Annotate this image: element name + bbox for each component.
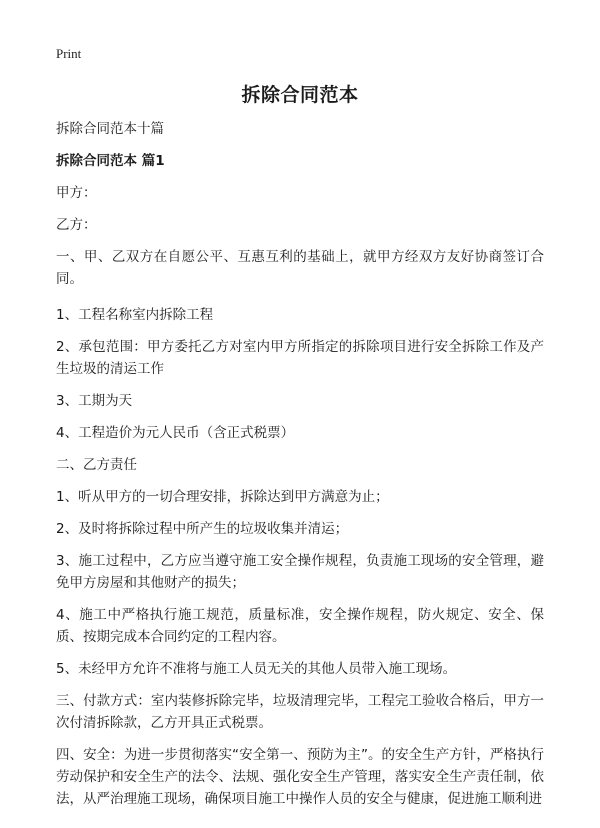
paragraph: 一、甲、乙双方在自愿公平、互惠互利的基础上，就甲方经双方友好协商签订合同。 xyxy=(56,249,544,287)
party-a-line: 甲方： xyxy=(56,185,97,201)
paragraph: 四、安全：为进一步贯彻落实“安全第一、预防为主”。的安全生产方针，严格执行劳动保护和安全生产的法令、法规、强化安全生产管理，落实安全生产责任制，依法，从严治理施工现场，确保项目施工中操作人员的安全与健康，促进施工顺利进 xyxy=(56,747,544,807)
document-body xyxy=(56,118,544,820)
party-b-line: 乙方： xyxy=(56,217,97,233)
section-heading: 拆除合同范本 篇1 xyxy=(56,153,165,169)
paragraph: 4、施工中严格执行施工规范，质量标准，安全操作规程，防火规定、安全、保质、按期完成本合同约定的工程内容。 xyxy=(56,607,544,645)
paragraph: 3、施工过程中，乙方应当遵守施工安全操作规程，负责施工现场的安全管理，避免甲方房屋和其他财产的损失； xyxy=(56,553,544,591)
paragraph: 4、工程造价为元人民币（含正式税票） xyxy=(56,425,295,441)
paragraph: 1、听从甲方的一切合理安排，拆除达到甲方满意为止； xyxy=(56,489,389,505)
paragraph: 二、乙方责任 xyxy=(56,457,137,473)
page-title: 拆除合同范本 xyxy=(241,84,359,106)
paragraph: 三、付款方式：室内装修拆除完毕，垃圾清理完毕，工程完工验收合格后，甲方一次付清拆除款，乙方开具正式税票。 xyxy=(56,693,544,731)
document-subtitle: 拆除合同范本十篇 xyxy=(56,121,164,137)
paragraph: 3、工期为天 xyxy=(56,393,133,409)
paragraph: 2、及时将拆除过程中所产生的垃圾收集并清运； xyxy=(56,521,349,537)
paragraph: 5、未经甲方允许不准将与施工人员无关的其他人员带入施工现场。 xyxy=(56,661,457,677)
paragraph: 1、工程名称室内拆除工程 xyxy=(56,307,214,323)
print-link[interactable]: Print xyxy=(56,46,82,61)
paragraph: 2、承包范围：甲方委托乙方对室内甲方所指定的拆除项目进行安全拆除工作及产生垃圾的清运工作 xyxy=(56,339,544,377)
